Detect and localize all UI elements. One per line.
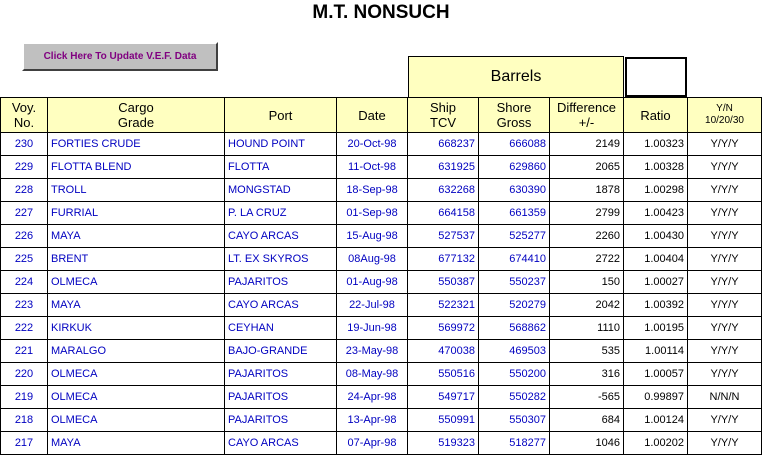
date-cell[interactable]: 11-Oct-98 bbox=[337, 156, 408, 179]
date-cell[interactable]: 18-Sep-98 bbox=[337, 179, 408, 202]
port-cell[interactable]: CAYO ARCAS bbox=[225, 432, 337, 455]
voy-cell[interactable]: 225 bbox=[1, 248, 48, 271]
ship-tcv-cell[interactable]: 527537 bbox=[408, 225, 479, 248]
yn-cell[interactable]: N/N/N bbox=[688, 386, 762, 409]
voy-cell[interactable]: 223 bbox=[1, 294, 48, 317]
ship-tcv-cell[interactable]: 668237 bbox=[408, 133, 479, 156]
table-row bbox=[1, 248, 762, 271]
table-row bbox=[1, 409, 762, 432]
ratio-cell[interactable]: 1.00298 bbox=[624, 179, 688, 202]
difference-cell[interactable]: 2260 bbox=[550, 225, 624, 248]
col-date: Date bbox=[337, 98, 408, 133]
voyage-table bbox=[0, 97, 762, 455]
table-row bbox=[1, 179, 762, 202]
difference-cell[interactable]: 1110 bbox=[550, 317, 624, 340]
table-row bbox=[1, 363, 762, 386]
ship-tcv-cell[interactable]: 549717 bbox=[408, 386, 479, 409]
table-row bbox=[1, 340, 762, 363]
ratio-cell[interactable]: 1.00057 bbox=[624, 363, 688, 386]
cargo-cell[interactable]: MAYA bbox=[48, 225, 225, 248]
port-cell[interactable]: PAJARITOS bbox=[225, 271, 337, 294]
cargo-cell[interactable]: OLMECA bbox=[48, 363, 225, 386]
ship-tcv-cell[interactable]: 550387 bbox=[408, 271, 479, 294]
table-row bbox=[1, 317, 762, 340]
cargo-cell[interactable]: MAYA bbox=[48, 432, 225, 455]
difference-cell[interactable]: 2042 bbox=[550, 294, 624, 317]
ship-tcv-cell[interactable]: 550991 bbox=[408, 409, 479, 432]
yn-cell[interactable]: Y/Y/Y bbox=[688, 156, 762, 179]
date-cell[interactable]: 01-Sep-98 bbox=[337, 202, 408, 225]
ship-tcv-cell[interactable]: 631925 bbox=[408, 156, 479, 179]
difference-cell[interactable]: 2799 bbox=[550, 202, 624, 225]
date-cell[interactable]: 24-Apr-98 bbox=[337, 386, 408, 409]
ship-tcv-cell[interactable]: 519323 bbox=[408, 432, 479, 455]
port-cell[interactable]: P. LA CRUZ bbox=[225, 202, 337, 225]
voy-cell[interactable]: 220 bbox=[1, 363, 48, 386]
cargo-cell[interactable]: OLMECA bbox=[48, 271, 225, 294]
difference-cell[interactable]: 535 bbox=[550, 340, 624, 363]
date-cell[interactable]: 15-Aug-98 bbox=[337, 225, 408, 248]
port-cell[interactable]: MONGSTAD bbox=[225, 179, 337, 202]
col-shore-gross: Shore Gross bbox=[479, 98, 550, 133]
header-row bbox=[1, 98, 762, 133]
port-cell[interactable]: CAYO ARCAS bbox=[225, 225, 337, 248]
port-cell[interactable]: PAJARITOS bbox=[225, 386, 337, 409]
voy-cell[interactable]: 222 bbox=[1, 317, 48, 340]
yn-cell[interactable]: Y/Y/Y bbox=[688, 179, 762, 202]
shore-gross-cell[interactable]: 568862 bbox=[479, 317, 550, 340]
ratio-cell[interactable]: 1.00404 bbox=[624, 248, 688, 271]
ratio-cell[interactable]: 1.00027 bbox=[624, 271, 688, 294]
yn-cell[interactable]: Y/Y/Y bbox=[688, 409, 762, 432]
date-cell[interactable]: 19-Jun-98 bbox=[337, 317, 408, 340]
table-row bbox=[1, 294, 762, 317]
table-row bbox=[1, 432, 762, 455]
col-difference: Difference +/- bbox=[550, 98, 624, 133]
table-row bbox=[1, 386, 762, 409]
yn-cell[interactable]: Y/Y/Y bbox=[688, 225, 762, 248]
difference-cell[interactable]: 316 bbox=[550, 363, 624, 386]
difference-cell[interactable]: 2722 bbox=[550, 248, 624, 271]
voy-cell[interactable]: 226 bbox=[1, 225, 48, 248]
port-cell[interactable]: CAYO ARCAS bbox=[225, 294, 337, 317]
date-cell[interactable]: 20-Oct-98 bbox=[337, 133, 408, 156]
date-cell[interactable]: 07-Apr-98 bbox=[337, 432, 408, 455]
cargo-cell[interactable]: FURRIAL bbox=[48, 202, 225, 225]
ratio-cell[interactable]: 1.00423 bbox=[624, 202, 688, 225]
yn-cell[interactable]: Y/Y/Y bbox=[688, 432, 762, 455]
update-vef-data-button[interactable]: Click Here To Update V.E.F. Data bbox=[22, 42, 218, 71]
shore-gross-cell[interactable]: 629860 bbox=[479, 156, 550, 179]
cargo-cell[interactable]: TROLL bbox=[48, 179, 225, 202]
col-cargo-grade: Cargo Grade bbox=[48, 98, 225, 133]
shore-gross-cell[interactable]: 550200 bbox=[479, 363, 550, 386]
cargo-cell[interactable]: FORTIES CRUDE bbox=[48, 133, 225, 156]
cargo-cell[interactable]: MAYA bbox=[48, 294, 225, 317]
date-cell[interactable]: 08Aug-98 bbox=[337, 248, 408, 271]
port-cell[interactable]: BAJO-GRANDE bbox=[225, 340, 337, 363]
yn-cell[interactable]: Y/Y/Y bbox=[688, 294, 762, 317]
voy-cell[interactable]: 217 bbox=[1, 432, 48, 455]
port-cell[interactable]: LT. EX SKYROS bbox=[225, 248, 337, 271]
shore-gross-cell[interactable]: 525277 bbox=[479, 225, 550, 248]
ratio-cell[interactable]: 1.00430 bbox=[624, 225, 688, 248]
shore-gross-cell[interactable]: 520279 bbox=[479, 294, 550, 317]
yn-cell[interactable]: Y/Y/Y bbox=[688, 202, 762, 225]
ship-tcv-cell[interactable]: 632268 bbox=[408, 179, 479, 202]
table-row bbox=[1, 133, 762, 156]
ship-tcv-cell[interactable]: 664158 bbox=[408, 202, 479, 225]
voy-cell[interactable]: 224 bbox=[1, 271, 48, 294]
ship-tcv-cell[interactable]: 470038 bbox=[408, 340, 479, 363]
date-cell[interactable]: 13-Apr-98 bbox=[337, 409, 408, 432]
voy-cell[interactable]: 230 bbox=[1, 133, 48, 156]
table-row bbox=[1, 271, 762, 294]
difference-cell[interactable]: 684 bbox=[550, 409, 624, 432]
barrels-header: Barrels bbox=[408, 56, 624, 97]
date-cell[interactable]: 01-Aug-98 bbox=[337, 271, 408, 294]
voy-cell[interactable]: 228 bbox=[1, 179, 48, 202]
shore-gross-cell[interactable]: 630390 bbox=[479, 179, 550, 202]
difference-cell[interactable]: 1046 bbox=[550, 432, 624, 455]
voy-cell[interactable]: 221 bbox=[1, 340, 48, 363]
cargo-cell[interactable]: BRENT bbox=[48, 248, 225, 271]
voy-cell[interactable]: 219 bbox=[1, 386, 48, 409]
voy-cell[interactable]: 229 bbox=[1, 156, 48, 179]
ratio-cell[interactable]: 1.00195 bbox=[624, 317, 688, 340]
difference-cell[interactable]: -565 bbox=[550, 386, 624, 409]
col-yn: Y/N 10/20/30 bbox=[688, 98, 762, 133]
cargo-cell[interactable]: MARALGO bbox=[48, 340, 225, 363]
port-cell[interactable]: CEYHAN bbox=[225, 317, 337, 340]
ratio-cell[interactable]: 1.00124 bbox=[624, 409, 688, 432]
cargo-cell[interactable]: FLOTTA BLEND bbox=[48, 156, 225, 179]
ship-tcv-cell[interactable]: 677132 bbox=[408, 248, 479, 271]
difference-cell[interactable]: 2149 bbox=[550, 133, 624, 156]
port-cell[interactable]: FLOTTA bbox=[225, 156, 337, 179]
col-ship-tcv: Ship TCV bbox=[408, 98, 479, 133]
port-cell[interactable]: PAJARITOS bbox=[225, 409, 337, 432]
shore-gross-cell[interactable]: 550282 bbox=[479, 386, 550, 409]
shore-gross-cell[interactable]: 674410 bbox=[479, 248, 550, 271]
yn-cell[interactable]: Y/Y/Y bbox=[688, 248, 762, 271]
shore-gross-cell[interactable]: 661359 bbox=[479, 202, 550, 225]
yn-cell[interactable]: Y/Y/Y bbox=[688, 271, 762, 294]
col-voy-no: Voy. No. bbox=[1, 98, 48, 133]
port-cell[interactable]: HOUND POINT bbox=[225, 133, 337, 156]
difference-cell[interactable]: 150 bbox=[550, 271, 624, 294]
voy-cell[interactable]: 218 bbox=[1, 409, 48, 432]
blank-cell[interactable] bbox=[625, 57, 687, 97]
col-ratio: Ratio bbox=[624, 98, 688, 133]
yn-cell[interactable]: Y/Y/Y bbox=[688, 133, 762, 156]
yn-cell[interactable]: Y/Y/Y bbox=[688, 363, 762, 386]
ship-tcv-cell[interactable]: 569972 bbox=[408, 317, 479, 340]
yn-cell[interactable]: Y/Y/Y bbox=[688, 340, 762, 363]
ratio-cell[interactable]: 1.00202 bbox=[624, 432, 688, 455]
ship-tcv-cell[interactable]: 550516 bbox=[408, 363, 479, 386]
page-title: M.T. NONSUCH bbox=[312, 2, 450, 23]
shore-gross-cell[interactable]: 666088 bbox=[479, 133, 550, 156]
ship-tcv-cell[interactable]: 522321 bbox=[408, 294, 479, 317]
table-row bbox=[1, 202, 762, 225]
ratio-cell[interactable]: 1.00392 bbox=[624, 294, 688, 317]
difference-cell[interactable]: 1878 bbox=[550, 179, 624, 202]
difference-cell[interactable]: 2065 bbox=[550, 156, 624, 179]
shore-gross-cell[interactable]: 518277 bbox=[479, 432, 550, 455]
date-cell[interactable]: 23-May-98 bbox=[337, 340, 408, 363]
col-port: Port bbox=[225, 98, 337, 133]
ratio-cell[interactable]: 1.00323 bbox=[624, 133, 688, 156]
table-row bbox=[1, 156, 762, 179]
yn-cell[interactable]: Y/Y/Y bbox=[688, 317, 762, 340]
cargo-cell[interactable]: OLMECA bbox=[48, 409, 225, 432]
ratio-cell[interactable]: 1.00328 bbox=[624, 156, 688, 179]
shore-gross-cell[interactable]: 550307 bbox=[479, 409, 550, 432]
table-row bbox=[1, 225, 762, 248]
port-cell[interactable]: PAJARITOS bbox=[225, 363, 337, 386]
voy-cell[interactable]: 227 bbox=[1, 202, 48, 225]
shore-gross-cell[interactable]: 469503 bbox=[479, 340, 550, 363]
ratio-cell[interactable]: 0.99897 bbox=[624, 386, 688, 409]
shore-gross-cell[interactable]: 550237 bbox=[479, 271, 550, 294]
cargo-cell[interactable]: OLMECA bbox=[48, 386, 225, 409]
date-cell[interactable]: 22-Jul-98 bbox=[337, 294, 408, 317]
date-cell[interactable]: 08-May-98 bbox=[337, 363, 408, 386]
cargo-cell[interactable]: KIRKUK bbox=[48, 317, 225, 340]
ratio-cell[interactable]: 1.00114 bbox=[624, 340, 688, 363]
